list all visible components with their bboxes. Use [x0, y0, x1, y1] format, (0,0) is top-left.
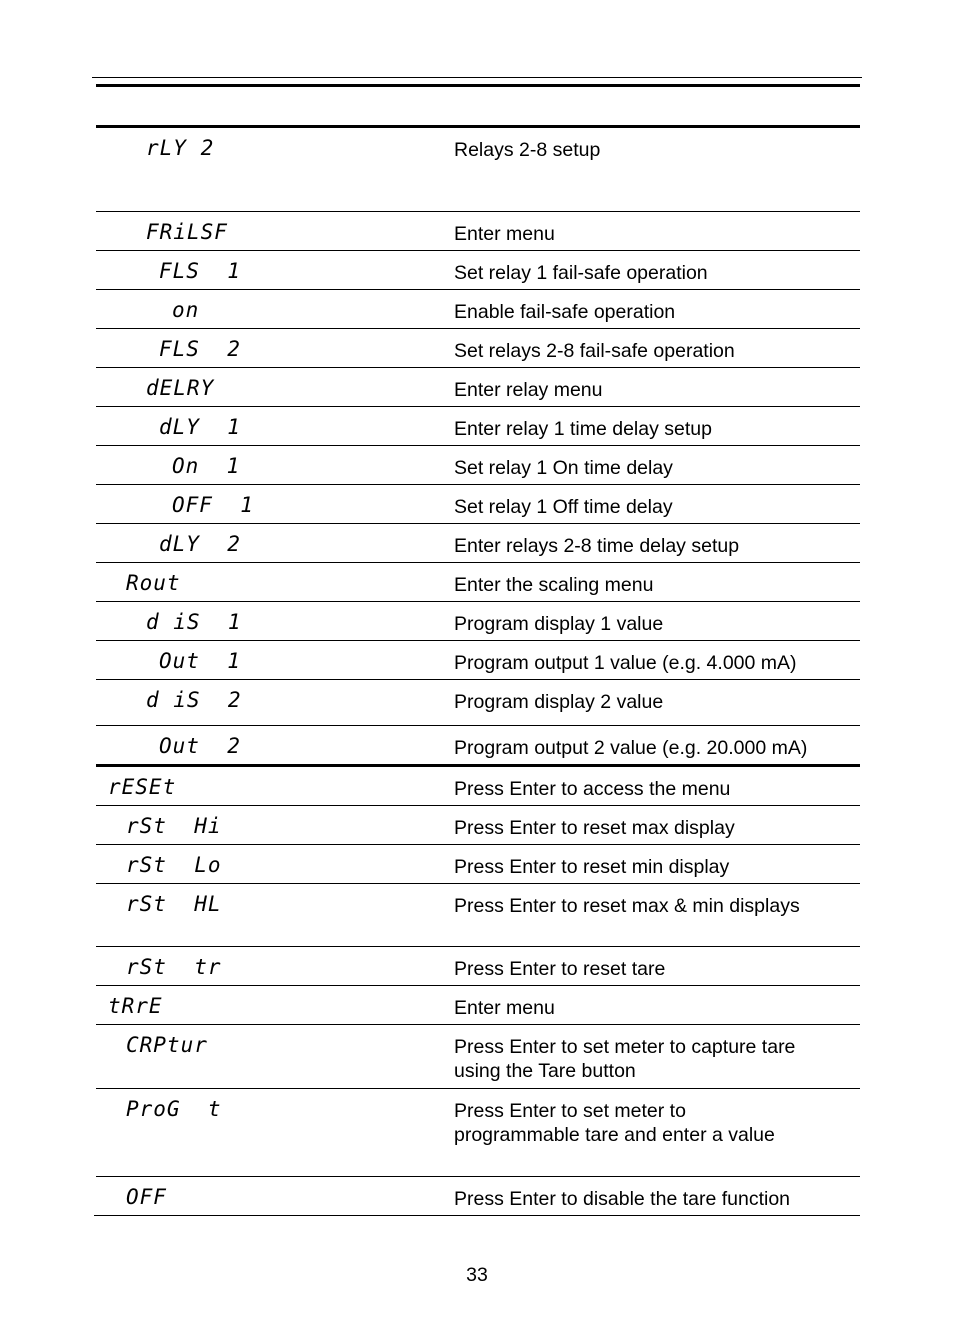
table-row — [96, 986, 860, 1025]
display-code: CRPtur — [126, 1033, 208, 1057]
display-code: ProG t — [126, 1097, 222, 1121]
table-row — [96, 446, 860, 485]
row-description: Press Enter to reset min display — [454, 856, 730, 878]
table-row — [96, 212, 860, 251]
row-description: Press Enter to access the menu — [454, 778, 731, 800]
row-description: Enter the scaling menu — [454, 574, 654, 596]
display-code: tRrE — [108, 994, 163, 1018]
table-row — [96, 767, 860, 806]
row-description: Enter relay menu — [454, 379, 603, 401]
display-code: FRiLSF — [146, 220, 228, 244]
header-rule-thick — [96, 84, 860, 87]
row-description: Enter menu — [454, 997, 555, 1019]
table-row — [96, 680, 860, 726]
row-description: Enable fail-safe operation — [454, 301, 676, 323]
table-row — [96, 845, 860, 884]
display-code: rSt Hi — [126, 814, 222, 838]
row-description: Enter menu — [454, 223, 555, 245]
table-row — [96, 602, 860, 641]
display-code: rSt Lo — [126, 853, 222, 877]
row-description: Relays 2-8 setup — [454, 139, 601, 161]
row-description: Program output 1 value (e.g. 4.000 mA) — [454, 652, 797, 674]
table-row — [96, 806, 860, 845]
row-description: Program display 1 value — [454, 613, 664, 635]
row-description: Set relays 2-8 fail-safe operation — [454, 340, 735, 362]
display-code: rSt HL — [126, 892, 222, 916]
menu-table — [96, 125, 860, 1216]
display-code: FLS 1 — [159, 259, 241, 283]
table-row — [96, 368, 860, 407]
display-code: d iS 1 — [146, 610, 242, 634]
table-row — [96, 641, 860, 680]
table-row — [96, 329, 860, 368]
header-rule-thin — [92, 77, 862, 78]
row-description: Enter relays 2-8 time delay setup — [454, 535, 740, 557]
display-code: rLY 2 — [146, 136, 215, 160]
table-row — [96, 128, 860, 212]
row-description: Press Enter to reset tare — [454, 958, 666, 980]
row-description: Program display 2 value — [454, 691, 664, 713]
display-code: rESEt — [108, 775, 177, 799]
row-description: Set relay 1 On time delay — [454, 457, 673, 479]
table-row — [96, 563, 860, 602]
row-description: Enter relay 1 time delay setup — [454, 418, 712, 440]
display-code: rSt tr — [126, 955, 222, 979]
row-description: Program output 2 value (e.g. 20.000 mA) — [454, 737, 808, 759]
table-row — [96, 407, 860, 446]
table-row — [96, 290, 860, 329]
display-code: d iS 2 — [146, 688, 242, 712]
display-code: OFF — [126, 1185, 167, 1209]
row-description: Set relay 1 fail-safe operation — [454, 262, 708, 284]
row-description: Press Enter to reset max display — [454, 817, 735, 839]
table-row — [96, 251, 860, 290]
display-code: dLY 2 — [159, 532, 241, 556]
table-row — [96, 1089, 860, 1177]
display-code: FLS 2 — [159, 337, 241, 361]
row-description: Set relay 1 Off time delay — [454, 496, 673, 518]
display-code: Out 1 — [159, 649, 241, 673]
table-row — [96, 884, 860, 947]
display-code: dELRY — [146, 376, 215, 400]
display-code: on — [172, 298, 200, 322]
row-description: Press Enter to disable the tare function — [454, 1188, 791, 1210]
display-code: Rout — [126, 571, 181, 595]
row-description: Press Enter to reset max & min displays — [454, 895, 800, 917]
display-code: Out 2 — [159, 734, 241, 758]
display-code: On 1 — [172, 454, 241, 478]
page-number: 33 — [466, 1264, 488, 1286]
table-row — [94, 1177, 860, 1216]
table-row — [96, 726, 860, 767]
table-row — [96, 1025, 860, 1089]
display-code: dLY 1 — [159, 415, 241, 439]
display-code: OFF 1 — [172, 493, 254, 517]
row-description: Press Enter to set meter to programmable tare and enter a value — [454, 1100, 775, 1146]
table-row — [96, 485, 860, 524]
table-row — [96, 947, 860, 986]
table-row — [96, 524, 860, 563]
row-description: Press Enter to set meter to capture tare using the Tare button — [454, 1036, 796, 1082]
